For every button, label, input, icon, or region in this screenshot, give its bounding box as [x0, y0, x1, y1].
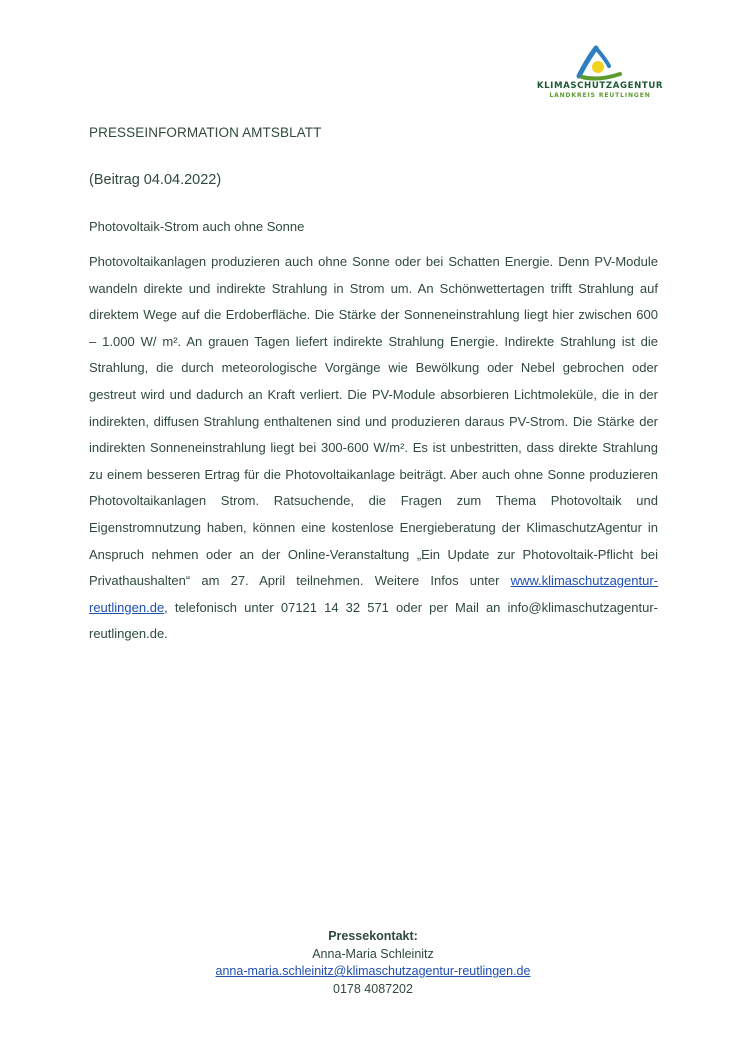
- body-text-part-2: , telefonisch unter 07121 14 32 571 oder per Mail an info@klimaschutzagentur-reutlingen.de.: [89, 599, 658, 642]
- body-text-part-1: Photovoltaikanlagen produzieren auch ohne Sonne oder bei Schatten Energie. Denn PV-Module wandeln direkte und indirekte Strahlung in Strom um. An Schönwettertagen trifft Strahlung auf direktem Wege auf die Erdoberfläche. Die Stärke der Sonneneinstrahlung liegt hier zwischen 600 – 1.000 W/ m². An grauen Tagen liefert indirekte Strahlung Energie. Indirekte Strahlung ist die Strahlung, die durch meteorologische Vorgänge wie Bewölkung oder Nebel gebrochen oder gestreut wird und dadurch an Kraft verliert. Die PV-Module absorbieren Lichtmoleküle, die in der indirekten, diffusen Strahlung enthaltenen sind und produzieren daraus PV-Strom. Die Stärke der indirekten Sonneneinstrahlung liegt bei 300-600 W/m². Es ist unbestritten, dass direkte Strahlung zu einem besseren Ertrag für die Photovoltaikanlage beiträgt. Aber auch ohne Sonne produzieren Photovoltaikanlagen Strom. Ratsuchende, die Fragen zum Thema Photovoltaik und Eigenstromnutzung haben, können eine kostenlose Energieberatung der KlimaschutzAgentur in Anspruch nehmen oder an der Online-Veranstaltung „Ein Update zur Photovoltaik-Pflicht bei Privathaushalten“ am 27. April teilnehmen. Weitere Infos unter: [89, 254, 658, 589]
- press-contact: [0, 928, 746, 998]
- article-body: [89, 249, 658, 648]
- press-contact-heading: Pressekontakt:: [328, 929, 418, 943]
- article-date: (Beitrag 04.04.2022): [89, 172, 222, 188]
- article-headline: Photovoltaik-Strom auch ohne Sonne: [89, 219, 305, 234]
- press-contact-phone: 0178 4087202: [333, 981, 413, 996]
- press-contact-name: Anna-Maria Schleinitz: [312, 946, 434, 961]
- klimaschutzagentur-logo: [532, 44, 668, 104]
- logo-name: KLIMASCHUTZAGENTUR: [536, 81, 664, 91]
- document-label: PRESSEINFORMATION AMTSBLATT: [89, 125, 322, 140]
- logo-mark-icon: [576, 44, 624, 82]
- logo-subtitle: LANDKREIS REUTLINGEN: [549, 92, 651, 99]
- press-contact-email-link[interactable]: anna-maria.schleinitz@klimaschutzagentur-reutlingen.de: [215, 964, 531, 979]
- website-link[interactable]: www.klimaschutzagentur-reutlingen.de: [89, 573, 658, 615]
